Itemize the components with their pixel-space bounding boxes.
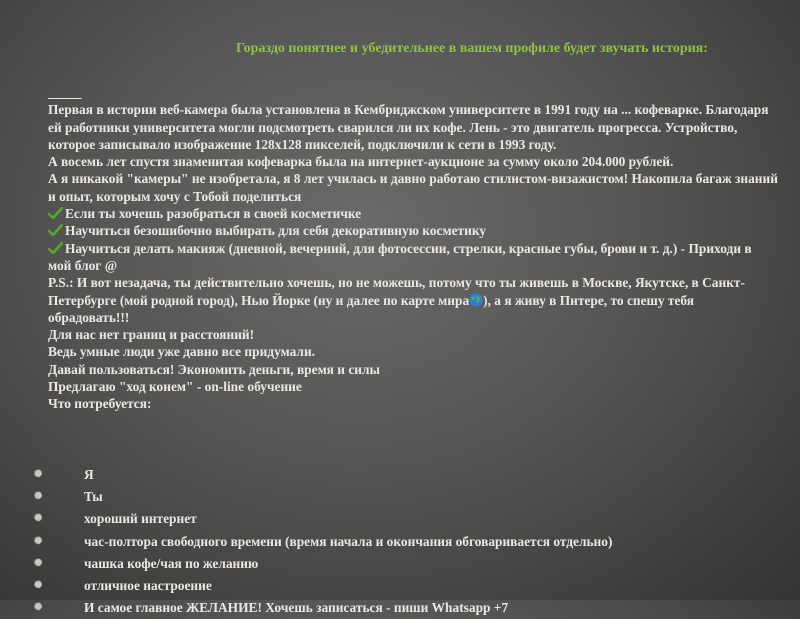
check-item-text: Научиться делать макияж (дневной, вечерний, для фотосессии, стрелки, красные губы, брови и т. д.) - Приходи в мой блог @ [48, 240, 752, 273]
bullet-icon: ✺ [34, 535, 43, 547]
paragraph-2: А восемь лет спустя знаменитая кофеварка была на интернет-аукционе за сумму около 204.000 рублей. [48, 154, 674, 170]
list-item: ✺ Ты [32, 486, 792, 508]
line-5: Что потребуется: [48, 396, 152, 412]
check-icon [48, 242, 63, 254]
list-item: ✺ хороший интернет [32, 508, 792, 530]
check-item-text: Научиться безошибочно выбирать для себя декоративную косметику [65, 223, 487, 239]
line-3: Давай пользоваться! Экономить деньги, время и силы [48, 361, 380, 377]
bullet-icon: ✺ [34, 557, 43, 569]
check-icon [48, 207, 63, 219]
list-item: ✺ И самое главное ЖЕЛАНИЕ! Хочешь записаться - пиши Whatsapp +7 [32, 597, 792, 619]
paragraph-3: А я никакой "камеры" не изобретала, я 8 лет училась и давно работаю стилистом-визажистом! Накопила багаж знаний и опыт, которым хочу с Тобой поделиться [48, 171, 778, 204]
separator: _____ [48, 85, 82, 100]
check-item-text: Если ты хочешь разобраться в своей косметичке [65, 206, 362, 222]
check-item-3 [48, 240, 778, 275]
ps-paragraph [48, 274, 778, 326]
list-item: ✺ чашка кофе/чая по желанию [32, 553, 792, 575]
list-item: ✺ час-полтора свободного времени (время начала и окончания обговаривается отдельно) [32, 531, 792, 553]
ps-text-start: P.S.: И вот незадача, ты действительно хочешь, но не можешь, потому что ты живешь в Москве, Якутске, в Санкт-Петербурге (мой родной город), Нью Йорке (ну и далее по карте мира [48, 275, 745, 308]
bullet-icon: ✺ [34, 580, 43, 592]
bullet-icon: ✺ [34, 491, 43, 503]
paragraph-1: Первая в истории веб-камера была установлена в Кембриджском университете в 1991 году на ... кофеварке. Благодаря ей работники университета могли подсмотреть сварился ли их кофе. Лень - это двигатель прогресса. Устройство, которое записывало изображение 128x128 пикселей, подключили к сети в 1993 году. [48, 102, 769, 152]
globe-icon [469, 293, 483, 307]
check-icon [48, 224, 63, 236]
bullet-icon: ✺ [34, 513, 43, 525]
line-1: Для нас нет границ и расстояний! [48, 327, 255, 343]
slide-body [48, 84, 778, 413]
requirements-list [32, 464, 792, 619]
line-2: Ведь умные люди уже давно все придумали. [48, 344, 316, 360]
line-4: Предлагаю "ход конем" - on-line обучение [48, 379, 302, 395]
check-item-1 [48, 205, 778, 222]
slide-title: Гораздо понятнее и убедительнее в вашем профиле будет звучать история: [236, 41, 708, 56]
bullet-icon: ✺ [34, 602, 43, 614]
ps-text-end: ), а я живу в Питере, то спешу тебя обрадовать!!! [48, 292, 695, 325]
check-item-2 [48, 222, 778, 239]
list-item: ✺ отличное настроение [32, 575, 792, 597]
list-item: ✺ Я [32, 464, 792, 486]
bullet-icon: ✺ [34, 469, 43, 480]
